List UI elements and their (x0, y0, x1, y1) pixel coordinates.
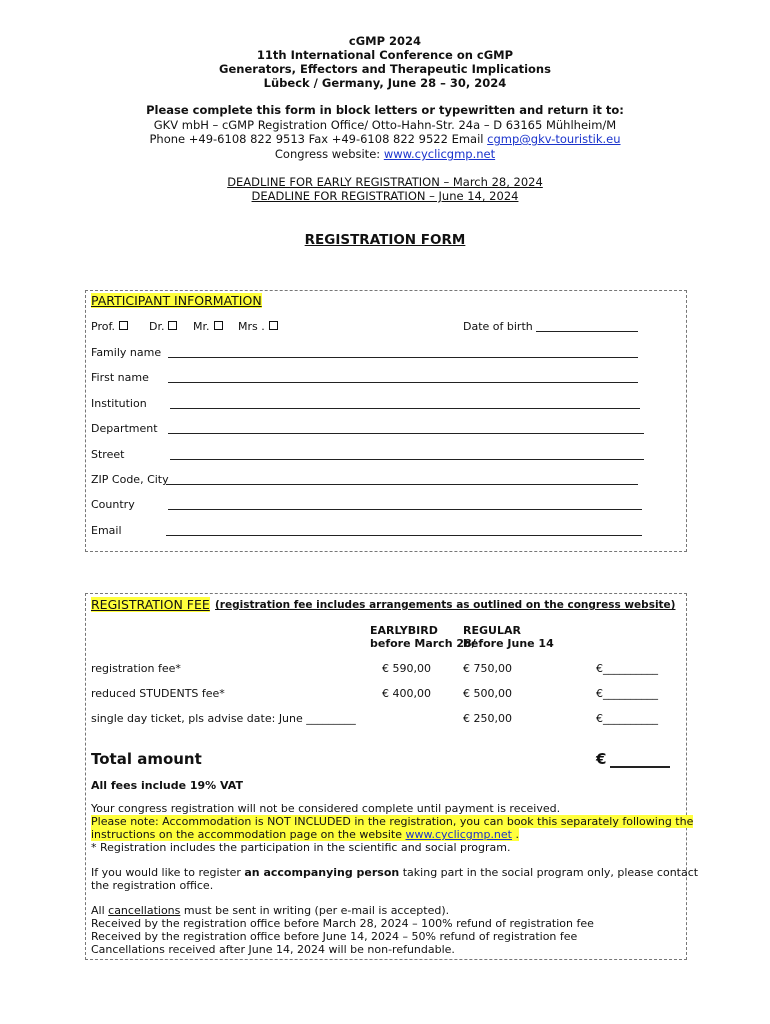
fee-row-total-field[interactable]: €__________ (596, 712, 658, 725)
title-mrs-label: Mrs . (238, 320, 265, 333)
total-amount-label: Total amount (91, 750, 202, 768)
conference-name: cGMP 2024 (348, 34, 422, 48)
country-label: Country (91, 498, 135, 511)
title-mrs[interactable] (238, 320, 278, 333)
office-address: GKV mbH – cGMP Registration Office/ Otto-Hahn-Str. 24a – D 63165 Mühlheim/M (153, 118, 617, 132)
total-amount-field[interactable] (610, 766, 670, 768)
accommodation-note-end: . (512, 828, 519, 841)
refund-rule-2: Received by the registration office before June 14, 2024 – 50% refund of registration fee (91, 930, 578, 943)
street-field[interactable] (170, 459, 644, 460)
website-link[interactable]: www.cyclicgmp.net (383, 147, 496, 161)
refund-rule-3: Cancellations received after June 14, 2024 will be non-refundable. (91, 943, 455, 956)
fee-row-early: € 590,00 (382, 662, 431, 675)
fee-row-early: € 400,00 (382, 687, 431, 700)
website-label: Congress website: (274, 147, 384, 161)
fee-heading: REGISTRATION FEE (91, 597, 210, 612)
fee-row-total-field[interactable]: €__________ (596, 662, 658, 675)
conference-location: Lübeck / Germany, June 28 – 30, 2024 (263, 76, 507, 90)
deadline-registration: DEADLINE FOR REGISTRATION – June 14, 2024 (251, 189, 519, 203)
cancellation-note (91, 904, 449, 917)
website-line (0, 147, 770, 161)
dob-label: Date of birth (463, 320, 533, 333)
accompanying-text-c: taking part in the social program only, please contact (399, 866, 699, 879)
fee-row-regular: € 750,00 (463, 662, 512, 675)
participant-heading: PARTICIPANT INFORMATION (91, 293, 262, 308)
phone-fax-text: Phone +49-6108 822 9513 Fax +49-6108 822 9522 Email (149, 132, 488, 146)
checkbox-prof[interactable] (119, 321, 128, 330)
fee-row-label: reduced STUDENTS fee* (91, 687, 225, 700)
institution-field[interactable] (170, 408, 640, 409)
fee-heading-note: (registration fee includes arrangements as outlined on the congress website) (215, 599, 676, 611)
fee-row-regular: € 250,00 (463, 712, 512, 725)
conference-subtitle: Generators, Effectors and Therapeutic Implications (219, 62, 551, 76)
checkbox-dr[interactable] (168, 321, 177, 330)
form-title: REGISTRATION FORM (304, 232, 466, 248)
return-instruction: Please complete this form in block letters or typewritten and return it to: (146, 103, 624, 117)
conference-title: 11th International Conference on cGMP (256, 48, 514, 62)
title-dr-label: Dr. (149, 320, 165, 333)
checkbox-mr[interactable] (214, 321, 223, 330)
col-regular: REGULAR (463, 624, 521, 637)
deadline-early: DEADLINE FOR EARLY REGISTRATION – March 28, 2024 (227, 175, 543, 189)
institution-label: Institution (91, 397, 147, 410)
title-mr-label: Mr. (193, 320, 210, 333)
registration-includes-note: * Registration includes the participation in the scientific and social program. (91, 841, 511, 854)
payment-note: Your congress registration will not be considered complete until payment is received. (91, 802, 561, 815)
accommodation-note-line2 (91, 828, 519, 841)
refund-rule-1: Received by the registration office before March 28, 2024 – 100% refund of registration fee (91, 917, 594, 930)
cancellation-text-c: must be sent in writing (per e-mail is accepted). (180, 904, 450, 917)
vat-note: All fees include 19% VAT (91, 779, 243, 792)
checkbox-mrs[interactable] (269, 321, 278, 330)
fee-row-total-field[interactable]: €__________ (596, 687, 658, 700)
fee-row-label: registration fee* (91, 662, 181, 675)
title-dr[interactable] (149, 320, 177, 333)
street-label: Street (91, 448, 125, 461)
zip-city-label: ZIP Code, City (91, 473, 169, 486)
col-earlybird: EARLYBIRD (370, 624, 438, 637)
accommodation-note-text: instructions on the accommodation page on the website (91, 828, 406, 841)
family-name-label: Family name (91, 346, 162, 359)
accommodation-note: Please note: Accommodation is NOT INCLUDED in the registration, you can book this separately following the (91, 815, 694, 828)
dob-field[interactable] (536, 331, 638, 332)
first-name-label: First name (91, 371, 149, 384)
title-prof-label: Prof. (91, 320, 116, 333)
total-currency: € (596, 750, 607, 768)
zip-city-field[interactable] (166, 484, 638, 485)
accompanying-text-a: If you would like to register (91, 866, 245, 879)
fee-row-regular: € 500,00 (463, 687, 512, 700)
email-field[interactable] (166, 535, 642, 536)
title-prof[interactable] (91, 320, 128, 333)
department-field[interactable] (168, 433, 644, 434)
email-link[interactable]: cgmp@gkv-touristik.eu (487, 132, 621, 146)
col-regular-sub: before June 14 (463, 637, 554, 650)
accompanying-text-b: an accompanying person (244, 866, 400, 879)
title-mr[interactable] (193, 320, 223, 333)
family-name-field[interactable] (168, 357, 638, 358)
accommodation-link[interactable]: www.cyclicgmp.net (405, 828, 512, 841)
first-name-field[interactable] (168, 382, 638, 383)
country-field[interactable] (168, 509, 642, 510)
col-earlybird-sub: before March 28/ (370, 637, 476, 650)
cancellation-text-a: All (91, 904, 109, 917)
accompanying-note (91, 866, 698, 879)
contact-line (0, 132, 770, 146)
fee-row-label: single day ticket, pls advise date: June _________ (91, 712, 356, 725)
accompanying-note-line2: the registration office. (91, 879, 214, 892)
cancellation-text-b: cancellations (108, 904, 181, 917)
department-label: Department (91, 422, 158, 435)
email-label: Email (91, 524, 122, 537)
